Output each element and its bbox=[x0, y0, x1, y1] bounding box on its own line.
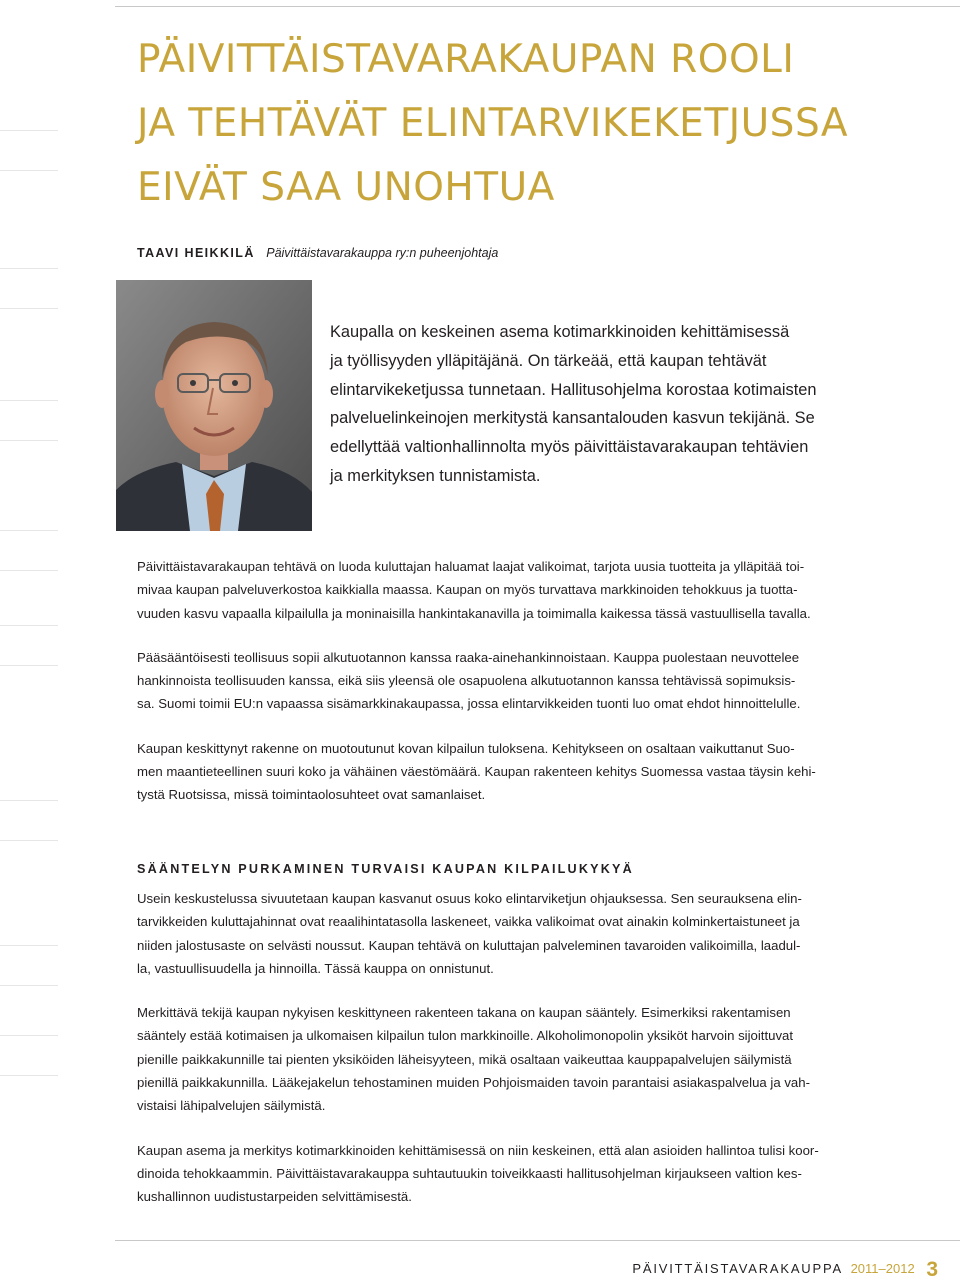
body-section-2 bbox=[137, 887, 937, 1230]
body-line: vistaisi lähipalvelujen säilymistä. bbox=[137, 1098, 326, 1114]
body-line: pienillä paikkakunnilla. Lääkejakelun tehostaminen muiden Pohjoismaiden tavoin parantaisi asiakaspalvelua ja vah- bbox=[137, 1075, 810, 1091]
body-line: hankinnoista teollisuuden kanssa, eikä siis yleensä ole osapuolena alkutuotannon kanssa tehtävissä sopimuksis- bbox=[137, 673, 796, 689]
lead-line: Kaupalla on keskeinen asema kotimarkkinoiden kehittämisessä bbox=[330, 323, 790, 341]
title-line: JA TEHTÄVÄT ELINTARVIKEKETJUSSA bbox=[137, 101, 849, 146]
body-paragraph bbox=[137, 555, 937, 625]
body-line: sääntely estää kotimaisen ja ulkomaisen kilpailun tulon markkinoille. Alkoholimonopolin yksiköt harvoin sijoittuvat bbox=[137, 1028, 794, 1044]
body-line: Merkittävä tekijä kaupan nykyisen keskittyneen rakenteen takana on kaupan sääntely. Esimerkiksi rakentamisen bbox=[137, 1005, 791, 1021]
margin-marks bbox=[0, 0, 60, 1285]
body-line: Päivittäistavarakaupan tehtävä on luoda kuluttajan haluamat laajat valikoimat, tarjota uusia tuotteita ja ylläpitää toi- bbox=[137, 559, 805, 574]
author-name: TAAVI HEIKKILÄ bbox=[137, 246, 255, 260]
body-line: Kaupan asema ja merkitys kotimarkkinoiden kehittämisessä on niin keskeinen, että alan asioiden hallintoa tulisi koor- bbox=[137, 1142, 819, 1158]
article-title bbox=[137, 28, 937, 220]
title-line: PÄIVITTÄISTAVARAKAUPAN ROOLI bbox=[137, 37, 795, 82]
page-number: 3 bbox=[926, 1258, 938, 1281]
body-paragraph bbox=[137, 1139, 937, 1209]
footer-publication: PÄIVITTÄISTAVARAKAUPPA bbox=[632, 1261, 843, 1276]
lead-line: elintarvikeketjussa tunnetaan. Hallitusohjelma korostaa kotimaisten bbox=[330, 380, 817, 399]
lead-paragraph bbox=[330, 318, 930, 491]
body-section-1 bbox=[137, 555, 937, 828]
section-heading: SÄÄNTELYN PURKAMINEN TURVAISI KAUPAN KILPAILUKYKYÄ bbox=[137, 862, 634, 876]
lead-line: ja merkityksen tunnistamista. bbox=[330, 466, 541, 485]
body-line: Kaupan keskittynyt rakenne on muotoutunut kovan kilpailun tuloksena. Kehitykseen on osaltaan vaikuttanut Suo- bbox=[137, 740, 795, 756]
body-paragraph bbox=[137, 646, 937, 716]
body-line: kushallinnon uudistustarpeiden selvittämisestä. bbox=[137, 1189, 412, 1205]
body-line: niiden jalostusaste on selvästi noussut. Kaupan tehtävä on kuluttajan palveleminen tavaroiden valikoimilla, laadul- bbox=[137, 937, 801, 953]
author-portrait bbox=[116, 280, 312, 531]
top-rule bbox=[115, 6, 960, 7]
footer-years: 2011–2012 bbox=[850, 1261, 915, 1276]
body-line: Usein keskustelussa sivuutetaan kaupan kasvanut osuus koko elintarviketjun ohjauksessa. Sen seurauksena elin- bbox=[137, 891, 802, 906]
body-line: tarvikkeiden kuluttajahinnat ovat reaalihintatasolla laskeneet, vaikka valikoimat ovat ainakin kolminkertaistuneet ja bbox=[137, 914, 800, 930]
body-paragraph bbox=[137, 887, 937, 980]
lead-line: ja työllisyyden ylläpitäjänä. On tärkeää, että kaupan tehtävät bbox=[330, 351, 767, 370]
body-line: mivaa kaupan palveluverkostoa kaikkialla maassa. Kaupan on myös turvattava markkinoiden tehokkuus ja tuotta- bbox=[137, 582, 798, 598]
author-role: Päivittäistavarakauppa ry:n puheenjohtaja bbox=[266, 246, 499, 260]
bottom-rule bbox=[115, 1240, 960, 1241]
body-line: la, vastuullisuudella ja hinnoilla. Tässä kauppa on onnistunut. bbox=[137, 960, 494, 976]
body-line: men maantieteellinen suuri koko ja vähäinen väestömäärä. Kaupan rakenteen kehitys Suomessa vastaa täysin kehi- bbox=[137, 764, 816, 780]
body-paragraph bbox=[137, 1001, 937, 1117]
body-line: vuuden kasvu vapaalla kilpailulla ja moninaisilla hankintakanavilla ja toimimalla kaikessa tässä vastuullisella tavalla. bbox=[137, 605, 811, 621]
body-line: Pääsääntöisesti teollisuus sopii alkutuotannon kanssa raaka-ainehankinnoistaan. Kauppa puolestaan neuvottelee bbox=[137, 649, 800, 665]
portrait-illustration bbox=[116, 280, 312, 531]
body-line: pienille paikkakunnille tai pienten yksiköiden läheisyyteen, mikä osaltaan vaikeuttaa kauppapalvelujen säilymistä bbox=[137, 1051, 792, 1067]
lead-line: palveluelinkeinojen merkitystä kansantalouden kasvun tekijänä. Se bbox=[330, 409, 815, 428]
body-line: dinoida tehokkaammin. Päivittäistavarakauppa suhtautuukin toiveikkaasti hallitusohjelman kirjaukseen valtion kes- bbox=[137, 1165, 802, 1181]
body-line: sa. Suomi toimii EU:n vapaassa sisämarkkinakaupassa, jossa elintarvikkeiden tuonti luo omat ehdot hinnoittelulle. bbox=[137, 696, 801, 712]
byline bbox=[137, 246, 498, 260]
body-paragraph bbox=[137, 737, 937, 807]
body-line: tystä Ruotsissa, missä toimintaolosuhteet ovat samanlaiset. bbox=[137, 787, 486, 803]
title-line: EIVÄT SAA UNOHTUA bbox=[137, 165, 555, 210]
page-footer bbox=[632, 1258, 938, 1282]
lead-line: edellyttää valtionhallinnolta myös päivittäistavarakaupan tehtävien bbox=[330, 438, 809, 457]
